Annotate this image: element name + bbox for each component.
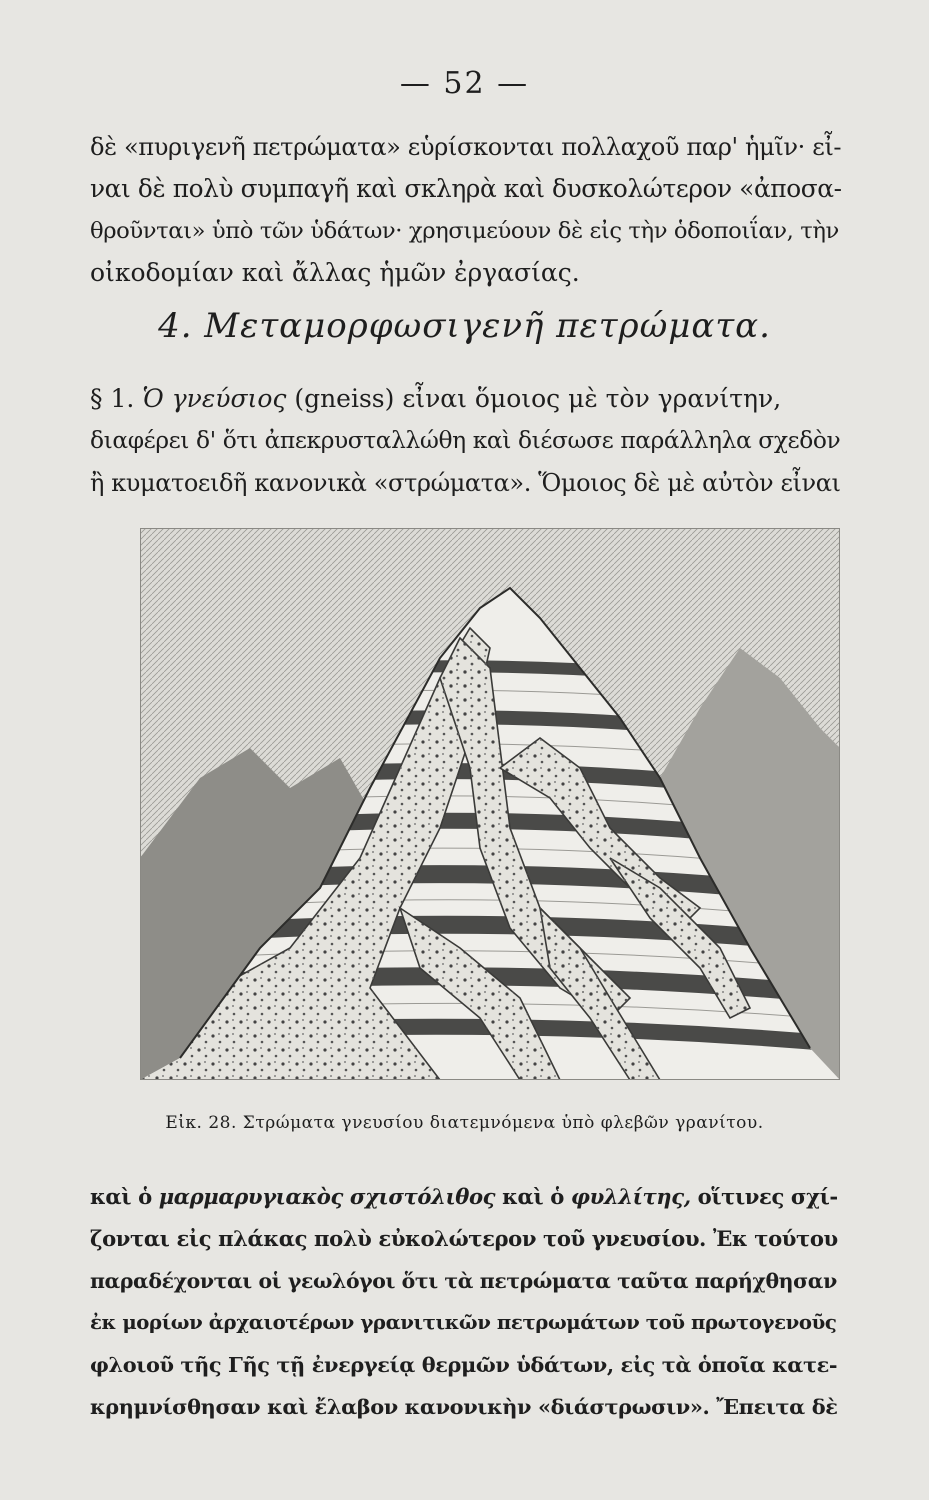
- term-gneiss: Ὁ γνεύσιος: [142, 384, 287, 413]
- text-line: ἐκ μορίων ἀρχαιοτέρων γρανιτικῶν πετρωμάτων τοῦ πρωτογενοῦς: [90, 1311, 837, 1334]
- text-line: διαφέρει δ' ὅτι ἀπεκρυσταλλώθη καὶ διέσωσε παράλληλα σχεδὸν: [90, 427, 841, 454]
- text-fragment: καὶ ὁ: [502, 1184, 564, 1209]
- section-marker: § 1.: [90, 384, 135, 413]
- schist-paragraph: [90, 1176, 842, 1428]
- section-heading: 4. Μεταμορφωσιγενῆ πετρώματα.: [158, 306, 771, 346]
- text-line: [90, 378, 842, 420]
- figure-28-illustration: [140, 528, 840, 1080]
- gneiss-paragraph: [90, 378, 842, 504]
- figure-caption: Εἰκ. 28. Στρώματα γνευσίου διατεμνόμενα ὑπὸ φλεβῶν γρανίτου.: [165, 1113, 764, 1133]
- gneiss-mountain-drawing: [140, 528, 840, 1080]
- text-fragment: καὶ ὁ: [90, 1184, 152, 1209]
- text-line: ἢ κυματοειδῆ κανονικὰ «στρώματα». Ὅμοιος δὲ μὲ αὐτὸν εἶναι: [90, 469, 841, 497]
- term-mica-schist: μαρμαρυγιακὸς σχιστόλιθος: [158, 1184, 496, 1209]
- term-phyllite: φυλλίτης,: [570, 1184, 691, 1209]
- intro-paragraph: [90, 126, 842, 294]
- text-line: φλοιοῦ τῆς Γῆς τῇ ἐνεργείᾳ θερμῶν ὑδάτων, εἰς τὰ ὁποῖα κατε-: [90, 1352, 838, 1377]
- page-number: — 52 —: [399, 66, 530, 101]
- text-line: οἰκοδομίαν καὶ ἄλλας ἡμῶν ἐργασίας.: [90, 258, 580, 287]
- text-line: κρημνίσθησαν καὶ ἔλαβον κανονικὴν «διάστρωσιν». Ἔπειτα δὲ: [90, 1394, 838, 1419]
- text-fragment: (gneiss) εἶναι ὅμοιος μὲ τὸν γρανίτην,: [294, 384, 782, 413]
- text-fragment: οἵτινες σχί-: [697, 1184, 838, 1209]
- text-line: δὲ «πυριγενῆ πετρώματα» εὑρίσκονται πολλαχοῦ παρ' ἡμῖν· εἶ-: [90, 133, 842, 161]
- text-line: ζονται εἰς πλάκας πολὺ εὐκολώτερον τοῦ γνευσίου. Ἐκ τούτου: [90, 1226, 838, 1251]
- text-line: ναι δὲ πολὺ συμπαγῆ καὶ σκληρὰ καὶ δυσκολώτερον «ἀποσα-: [90, 174, 842, 203]
- text-line: παραδέχονται οἱ γεωλόγοι ὅτι τὰ πετρώματα ταῦτα παρήχθησαν: [90, 1269, 837, 1293]
- text-line: [90, 1176, 842, 1218]
- text-line: θροῦνται» ὑπὸ τῶν ὑδάτων· χρησιμεύουν δὲ εἰς τὴν ὁδοποιΐαν, τὴν: [90, 218, 839, 244]
